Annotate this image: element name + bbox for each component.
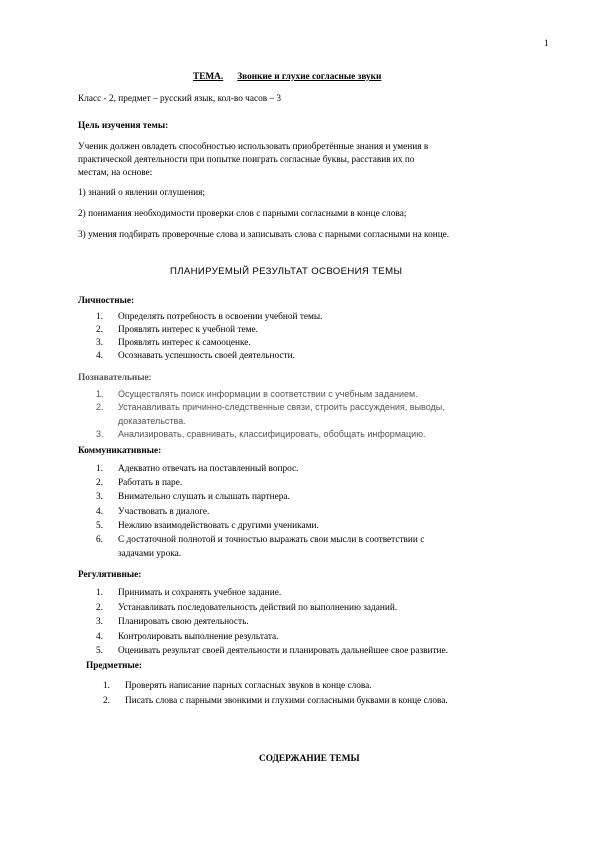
list-item: 1. Адекватно отвечать на поставленный вопрос. bbox=[96, 464, 299, 474]
list-item: 1. Проверять написание парных согласных звуков в конце слова. bbox=[103, 681, 372, 691]
goal-text-line3: местам, на основе: bbox=[78, 168, 153, 178]
list-item: 3. Внимательно слушать и слышать партнера. bbox=[96, 492, 290, 503]
subject-list bbox=[103, 679, 448, 708]
list-item: 5. Оценивать результат своей деятельности и планировать дальнейшее свое развитие. bbox=[96, 646, 448, 657]
subject-heading: Предметные: bbox=[86, 661, 142, 671]
list-item: 2. Работать в паре. bbox=[96, 478, 183, 489]
results-heading: ПЛАНИРУЕМЫЙ РЕЗУЛЬТАТ ОСВОЕНИЯ ТЕМЫ bbox=[170, 266, 403, 277]
title-prefix: ТЕМА. bbox=[193, 72, 224, 82]
list-item: 4. Контролировать выполнение результата. bbox=[96, 631, 279, 642]
communicative-list bbox=[96, 462, 424, 561]
list-item: 2. Устанавливать причинно-следственные связи, строить рассуждения, выводы, доказательства. bbox=[96, 402, 445, 426]
list-item: 4. Осознавать успешность своей деятельности. bbox=[96, 351, 295, 361]
regulatory-heading: Регулятивные: bbox=[78, 570, 142, 580]
goal-item: 2) понимания необходимости проверки слов с парными согласными в конце слова; bbox=[78, 209, 407, 219]
class-info: Класс - 2, предмет – русский язык, кол-во часов – 3 bbox=[78, 94, 282, 104]
cognitive-heading: Познавательные: bbox=[78, 373, 152, 383]
cognitive-list bbox=[96, 388, 445, 441]
goal-item: 1) знаний о явлении оглушения; bbox=[78, 188, 205, 198]
goal-text-line2: практической деятельности при попытке поиграть согласные буквы, расставив их по bbox=[78, 155, 415, 165]
list-item: 1. Определять потребность в освоении учебной темы. bbox=[96, 312, 323, 322]
content-heading: СОДЕРЖАНИЕ ТЕМЫ bbox=[259, 754, 360, 764]
goal-heading: Цель изучения темы: bbox=[78, 121, 169, 131]
regulatory-list bbox=[96, 586, 448, 659]
list-item: 5. Нежлию взаимодействовать с другими учениками. bbox=[96, 520, 319, 531]
title-topic: Звонкие и глухие согласные звуки bbox=[237, 72, 382, 82]
list-item: 2. Устанавливать последовательность действий по выполнению заданий. bbox=[96, 602, 398, 613]
list-item: 6. С достаточной полнотой и точностью выражать свои мысли в соответствии с задачами урока. bbox=[96, 535, 425, 560]
list-item: 3. Анализировать, сравнивать, классифицировать, обобщать информацию. bbox=[96, 428, 426, 439]
list-item: 2. Писать слова с парными звонкими и глухими согласными буквами в конце слова. bbox=[103, 695, 448, 706]
list-item: 4. Участвовать в диалоге. bbox=[96, 506, 210, 517]
list-item: 1. Осуществлять поиск информации в соответствии с учебным заданием. bbox=[96, 389, 418, 399]
list-item: 2. Проявлять интерес к учебной теме. bbox=[96, 325, 258, 335]
goal-item: 3) умения подбирать проверочные слова и записывать слова с парными согласными на конце. bbox=[78, 230, 450, 240]
list-item: 1. Принимать и сохранять учебное задание. bbox=[96, 588, 282, 598]
page-number: 1 bbox=[544, 39, 549, 49]
communicative-heading: Коммуникативные: bbox=[78, 446, 162, 456]
list-item: 3. Проявлять интерес к самооценке. bbox=[96, 338, 251, 348]
list-item: 3. Планировать свою деятельность. bbox=[96, 617, 249, 628]
page-title bbox=[193, 71, 381, 84]
goal-text-line1: Ученик должен овладеть способностью использовать приобретённые знания и умения в bbox=[78, 142, 429, 152]
personal-heading: Личностные: bbox=[78, 296, 135, 306]
personal-list bbox=[96, 311, 322, 363]
